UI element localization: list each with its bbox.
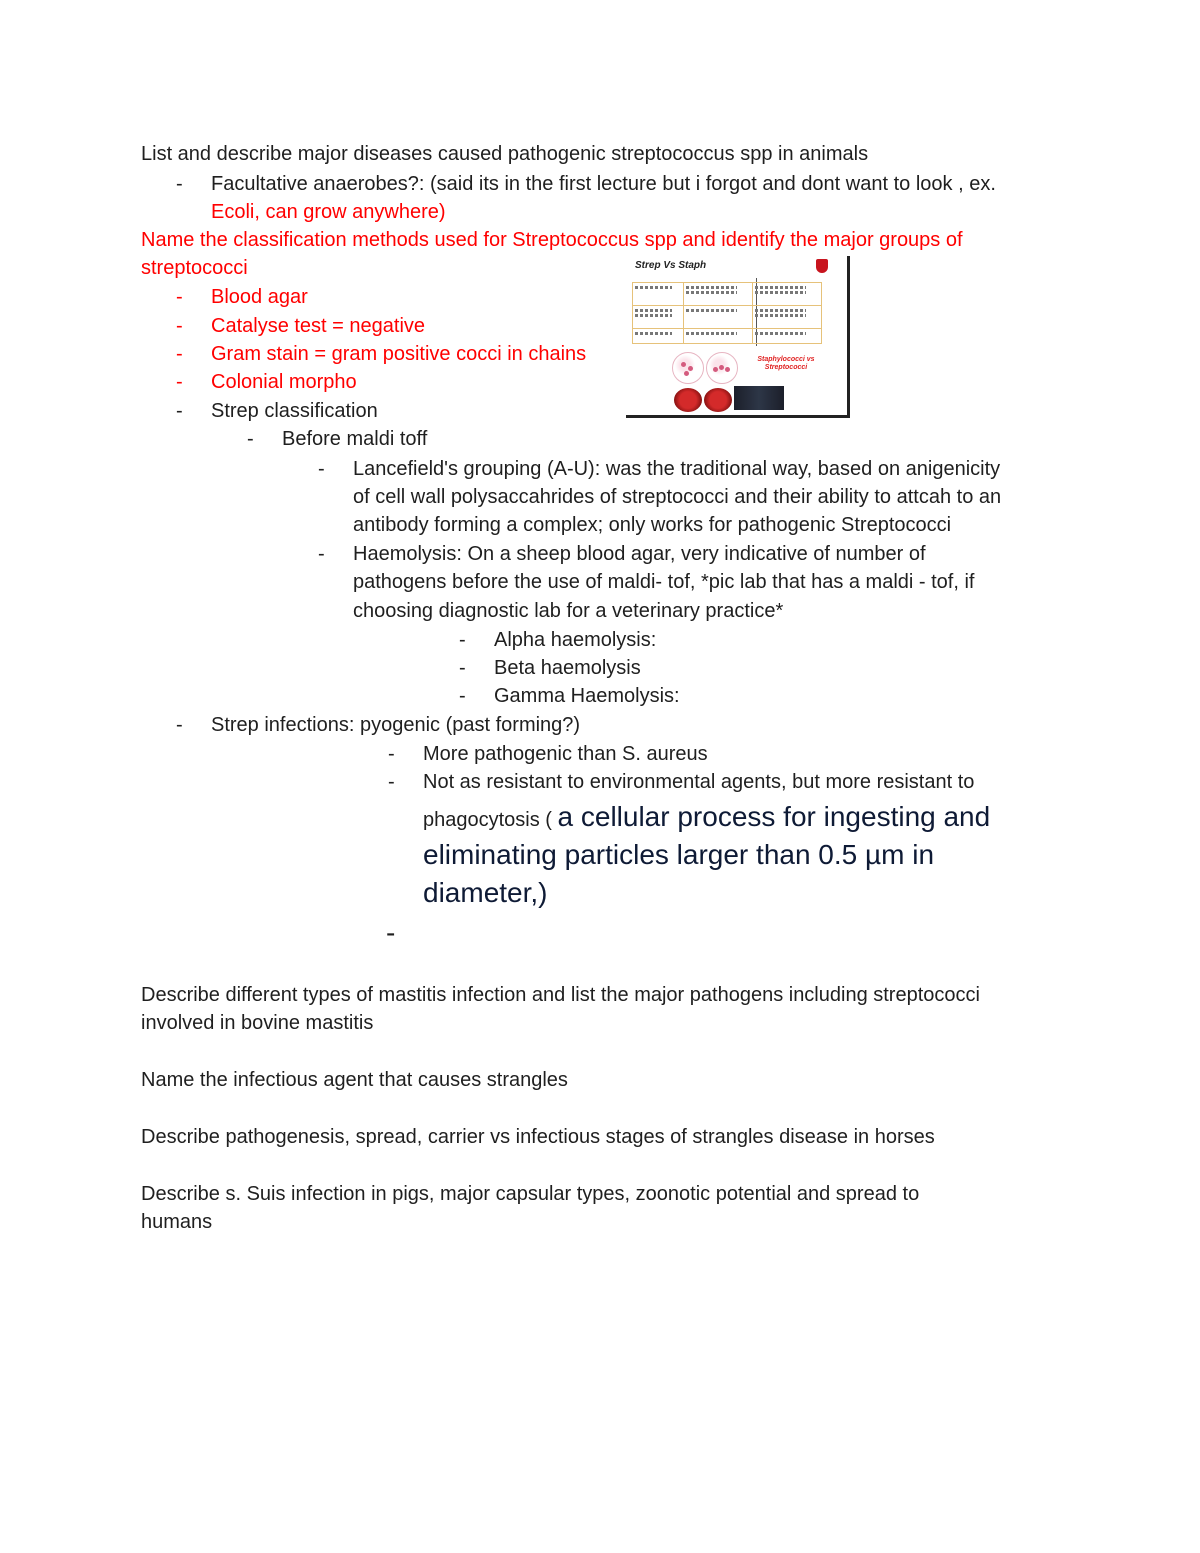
question-2-line-2: streptococci xyxy=(141,257,248,279)
bullet-dash: - xyxy=(176,371,183,393)
strep-chain-illustration xyxy=(706,352,738,384)
catalyse-item: Catalyse test = negative xyxy=(211,315,426,337)
facultative-line-1: Facultative anaerobes?: (said its in the first lecture but i forgot and dont want to look , ex. xyxy=(211,173,996,195)
university-crest-icon xyxy=(816,259,828,273)
more-pathogenic-item: More pathogenic than S. aureus xyxy=(423,743,708,765)
bullet-dash: - xyxy=(318,543,325,565)
slide-title: Strep Vs Staph xyxy=(635,260,707,271)
bullet-dash: - xyxy=(176,173,183,195)
facultative-line-2: Ecoli, can grow anywhere) xyxy=(211,201,446,223)
bullet-dash: - xyxy=(388,771,395,793)
phagocytosis-text: phagocytosis ( xyxy=(423,809,558,831)
gamma-haemolysis-item: Gamma Haemolysis: xyxy=(494,685,680,707)
alpha-haemolysis-item: Alpha haemolysis: xyxy=(494,629,657,651)
question-3-line-1: Describe different types of mastitis infection and list the major pathogens including streptococci xyxy=(141,984,980,1006)
strep-infections-item: Strep infections: pyogenic (past forming?) xyxy=(211,714,581,736)
agar-plate-image xyxy=(674,388,702,412)
staph-cluster-illustration xyxy=(672,352,704,384)
bullet-dash: - xyxy=(388,743,395,765)
question-6-line-1: Describe s. Suis infection in pigs, major capsular types, zoonotic potential and spread to xyxy=(141,1183,920,1205)
lancefield-line-2: of cell wall polysaccahrides of streptococci and their ability to attcah to an xyxy=(353,486,1002,508)
not-resistant-item: Not as resistant to environmental agents, but more resistant to xyxy=(423,771,975,793)
slide-red-label: Staphylococci vs Streptococci xyxy=(757,356,815,371)
agar-plate-image xyxy=(704,388,732,412)
bullet-dash: - xyxy=(459,629,466,651)
embedded-slide-image xyxy=(626,256,850,418)
colonial-morpho-item: Colonial morpho xyxy=(211,371,357,393)
bullet-dash: - xyxy=(176,315,183,337)
bullet-dash-empty: - xyxy=(386,917,396,948)
bullet-dash: - xyxy=(176,343,183,365)
question-6-line-2: humans xyxy=(141,1211,213,1233)
lancefield-line-1: Lancefield's grouping (A-U): was the traditional way, based on anigenicity xyxy=(353,458,1001,480)
phagocytosis-definition-3: diameter,) xyxy=(423,877,548,908)
haemolysis-line-3: choosing diagnostic lab for a veterinary practice* xyxy=(353,600,784,622)
beta-haemolysis-item: Beta haemolysis xyxy=(494,657,641,679)
gram-stain-item: Gram stain = gram positive cocci in chains xyxy=(211,343,587,365)
question-1: List and describe major diseases caused pathogenic streptococcus spp in animals xyxy=(141,143,869,165)
phagocytosis-definition-1: a cellular process for ingesting and xyxy=(557,801,991,832)
bullet-dash: - xyxy=(459,657,466,679)
bullet-dash: - xyxy=(176,714,183,736)
bullet-dash: - xyxy=(247,428,254,450)
microscopy-image xyxy=(734,386,784,410)
question-2-line-1: Name the classification methods used for Streptococcus spp and identify the major groups of xyxy=(141,229,963,251)
haemolysis-line-1: Haemolysis: On a sheep blood agar, very indicative of number of xyxy=(353,543,926,565)
slide-comparison-table xyxy=(632,282,822,344)
lancefield-line-3: antibody forming a complex; only works for pathogenic Streptococci xyxy=(353,514,952,536)
question-5: Describe pathogenesis, spread, carrier vs infectious stages of strangles disease in horses xyxy=(141,1126,935,1148)
blood-agar-item: Blood agar xyxy=(211,286,308,308)
question-3-line-2: involved in bovine mastitis xyxy=(141,1012,374,1034)
strep-classification-item: Strep classification xyxy=(211,400,378,422)
haemolysis-line-2: pathogens before the use of maldi- tof, *pic lab that has a maldi - tof, if xyxy=(353,571,975,593)
phagocytosis-definition-2: eliminating particles larger than 0.5 µm in xyxy=(423,839,935,870)
bullet-dash: - xyxy=(459,685,466,707)
phagocytosis-line xyxy=(423,798,990,836)
before-maldi-item: Before maldi toff xyxy=(282,428,428,450)
bullet-dash: - xyxy=(176,286,183,308)
bullet-dash: - xyxy=(318,458,325,480)
question-4: Name the infectious agent that causes strangles xyxy=(141,1069,568,1091)
bullet-dash: - xyxy=(176,400,183,422)
